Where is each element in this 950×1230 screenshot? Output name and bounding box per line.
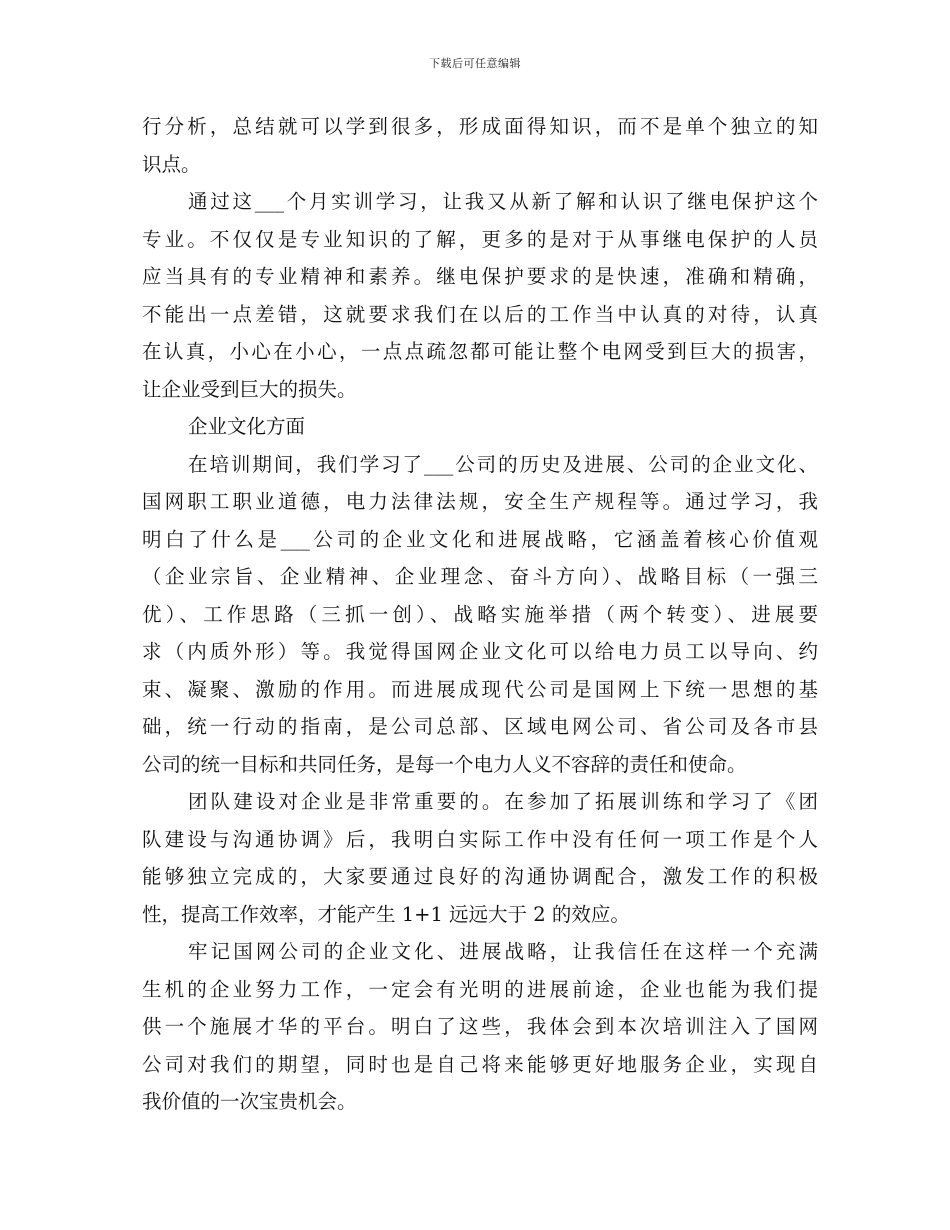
document-body bbox=[142, 108, 818, 1121]
text-line: 明白了什么是___公司的企业文化和进展战略，它涵盖着核心价值观 bbox=[142, 527, 818, 551]
text-line: 供一个施展才华的平台。明白了这些，我体会到本次培训注入了国网 bbox=[142, 1015, 818, 1038]
page-header: 下载后可任意编辑 bbox=[429, 57, 521, 70]
text-line: 公司的统一目标和共同任务，是每一个电力人义不容辞的责任和使命。 bbox=[142, 752, 747, 776]
text-line: 让企业受到巨大的损失。 bbox=[142, 377, 357, 401]
text-line: 应当具有的专业精神和素养。继电保护要求的是快速，准确和精确， bbox=[142, 265, 818, 288]
text-line: 不能出一点差错，这就要求我们在以后的工作当中认真的对待，认真 bbox=[142, 302, 818, 326]
text-line: 优）、工作思路（三抓一创）、战略实施举措（两个转变）、进展要 bbox=[142, 602, 818, 626]
heading-text: 企业文化方面 bbox=[188, 415, 306, 438]
text-line: 我价值的一次宝贵机会。 bbox=[142, 1090, 357, 1113]
paragraph-continuation bbox=[142, 108, 818, 183]
text-line: 牢记国网公司的企业文化、进展战略，让我信任在这样一个充满 bbox=[188, 940, 818, 963]
paragraph-corporate-culture bbox=[142, 446, 818, 784]
text-line: 础，统一行动的指南，是公司总部、区域电网公司、省公司及各市县 bbox=[142, 715, 818, 738]
text-line: 能够独立完成的，大家要通过良好的沟通协调配合，激发工作的积极 bbox=[142, 865, 818, 888]
section-heading bbox=[142, 408, 818, 446]
text-line: 在培训期间，我们学习了___公司的历史及进展、公司的企业文化、 bbox=[188, 452, 818, 476]
text-line: 性，提高工作效率，才能产生 1+1 远远大于 2 的效应。 bbox=[142, 902, 630, 926]
text-line: 通过这___个月实训学习，让我又从新了解和认识了继电保护这个 bbox=[188, 190, 818, 213]
text-line: 束、凝聚、激励的作用。而进展成现代公司是国网上下统一思想的基 bbox=[142, 677, 818, 701]
text-line: 生机的企业努力工作，一定会有光明的进展前途，企业也能为我们提 bbox=[142, 977, 818, 1001]
text-line: 求（内质外形）等。我觉得国网企业文化可以给电力员工以导向、约 bbox=[142, 640, 818, 663]
paragraph-relay-protection bbox=[142, 183, 818, 408]
text-line: 公司对我们的期望，同时也是自己将来能够更好地服务企业，实现自 bbox=[142, 1052, 818, 1076]
paragraph-conclusion bbox=[142, 933, 818, 1121]
text-line: （企业宗旨、企业精神、企业理念、奋斗方向）、战略目标（一强三 bbox=[142, 565, 818, 588]
text-line: 行分析，总结就可以学到很多，形成面得知识，而不是单个独立的知 bbox=[142, 115, 818, 138]
text-line: 国网职工职业道德，电力法律法规，安全生产规程等。通过学习，我 bbox=[142, 490, 818, 513]
text-line: 在认真，小心在小心，一点点疏忽都可能让整个电网受到巨大的损害， bbox=[142, 340, 818, 363]
paragraph-team-building bbox=[142, 783, 818, 933]
text-line: 队建设与沟通协调》后，我明白实际工作中没有任何一项工作是个人 bbox=[142, 827, 818, 851]
text-line: 团队建设对企业是非常重要的。在参加了拓展训练和学习了《团 bbox=[188, 790, 818, 813]
text-line: 专业。不仅仅是专业知识的了解，更多的是对于从事继电保护的人员 bbox=[142, 227, 818, 251]
text-line: 识点。 bbox=[142, 152, 201, 176]
